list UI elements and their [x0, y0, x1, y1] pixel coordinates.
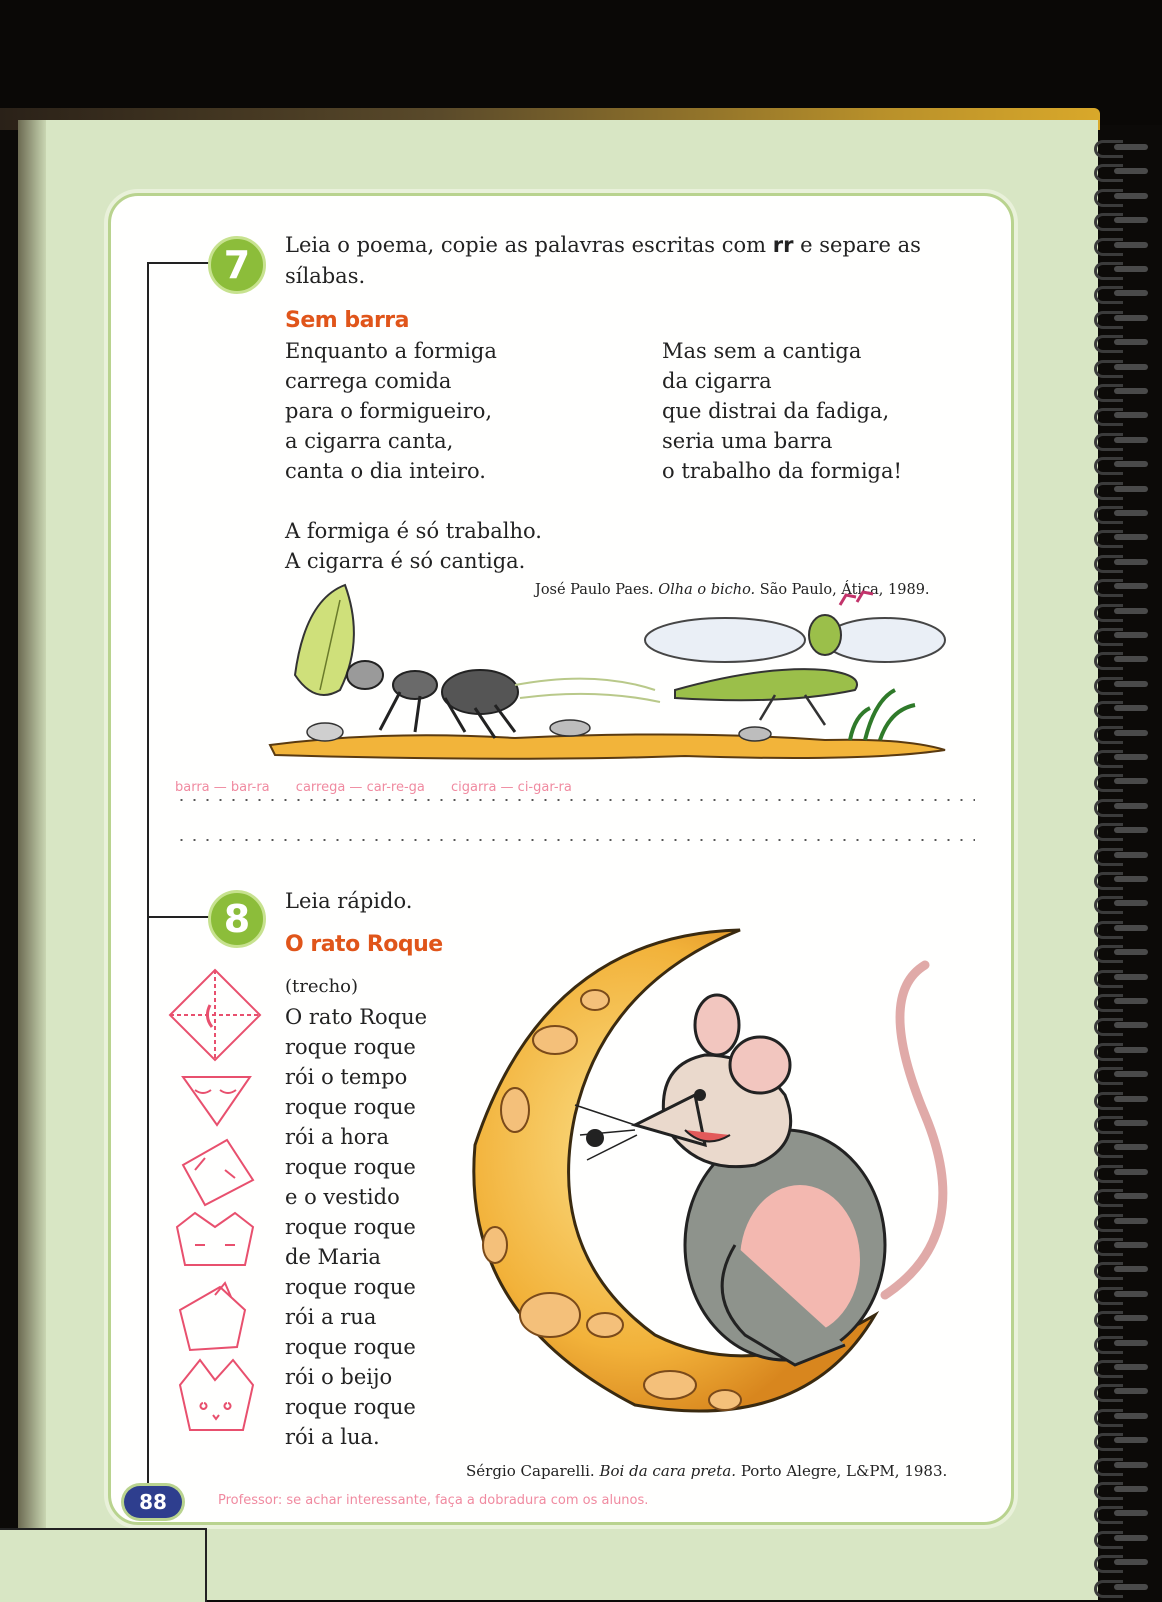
spiral-coil — [1092, 555, 1150, 569]
answer-item: barra — bar-ra — [175, 780, 270, 795]
poem-line: A cigarra é só cantiga. — [285, 549, 526, 573]
poem-line: e o vestido — [285, 1185, 400, 1209]
answer-item: carrega — car-re-ga — [295, 780, 425, 795]
teacher-note: Professor: se achar interessante, faça a dobradura com os alunos. — [218, 1493, 649, 1508]
spiral-coil — [1092, 311, 1150, 325]
spiral-coil — [1092, 1140, 1150, 1154]
spiral-coil — [1092, 530, 1150, 544]
spiral-coil — [1092, 1043, 1150, 1057]
poem-line: que distrai da fadiga, — [662, 399, 890, 423]
spiral-coil — [1092, 1506, 1150, 1520]
spiral-coil — [1092, 872, 1150, 886]
spiral-coil — [1092, 1458, 1150, 1472]
exercise-8-instruction: Leia rápido. — [285, 889, 413, 913]
answer-key — [175, 780, 594, 795]
poem-line: roque roque — [285, 1395, 416, 1419]
exercise-8-badge: 8 — [208, 890, 266, 948]
spiral-coil — [1092, 701, 1150, 715]
spiral-coil — [1092, 164, 1150, 178]
spiral-binding — [1092, 140, 1162, 1600]
spiral-coil — [1092, 1189, 1150, 1203]
citation-caparelli: Sérgio Caparelli. Boi da cara preta. Porto Alegre, L&PM, 1983. — [466, 1462, 948, 1480]
spiral-coil — [1092, 994, 1150, 1008]
exercise-7-instruction: Leia o poema, copie as palavras escritas com rr e separe as — [285, 233, 921, 257]
spiral-coil — [1092, 1238, 1150, 1252]
spiral-coil — [1092, 848, 1150, 862]
spiral-coil — [1092, 360, 1150, 374]
poem-title-rato-roque: O rato Roque — [285, 932, 443, 957]
spiral-coil — [1092, 335, 1150, 349]
spiral-coil — [1092, 945, 1150, 959]
spiral-coil — [1092, 1067, 1150, 1081]
poem-stanza-3 — [285, 516, 542, 576]
spiral-coil — [1092, 1482, 1150, 1496]
spiral-coil — [1092, 1116, 1150, 1130]
poem-line: roque roque — [285, 1215, 416, 1239]
spiral-coil — [1092, 1287, 1150, 1301]
spiral-coil — [1092, 1092, 1150, 1106]
spiral-coil — [1092, 579, 1150, 593]
spiral-coil — [1092, 1531, 1150, 1545]
poem-line: canta o dia inteiro. — [285, 459, 486, 483]
origami-folding-steps — [165, 965, 270, 1455]
poem-line: A formiga é só trabalho. — [285, 519, 542, 543]
spiral-coil — [1092, 1360, 1150, 1374]
poem-line: Enquanto a formiga — [285, 339, 497, 363]
spiral-coil — [1092, 1262, 1150, 1276]
spiral-coil — [1092, 482, 1150, 496]
spiral-coil — [1092, 1336, 1150, 1350]
spiral-coil — [1092, 384, 1150, 398]
poem-line: rói a lua. — [285, 1425, 380, 1449]
footer-corner-frame — [0, 1528, 207, 1602]
poem-line: Mas sem a cantiga — [662, 339, 862, 363]
spiral-coil — [1092, 457, 1150, 471]
poem-line: a cigarra canta, — [285, 429, 454, 453]
poem-line: seria uma barra — [662, 429, 833, 453]
poem-line: rói a rua — [285, 1305, 377, 1329]
exercise-7-badge: 7 — [208, 236, 266, 294]
spiral-coil — [1092, 213, 1150, 227]
spiral-coil — [1092, 628, 1150, 642]
poem-line: o trabalho da formiga! — [662, 459, 902, 483]
exercise-7-instruction-cont: sílabas. — [285, 264, 366, 288]
spiral-coil — [1092, 896, 1150, 910]
spiral-coil — [1092, 1433, 1150, 1447]
spiral-coil — [1092, 1018, 1150, 1032]
spiral-coil — [1092, 921, 1150, 935]
poem-line: roque roque — [285, 1335, 416, 1359]
exercise-7-connector — [147, 262, 209, 264]
page-number: 88 — [124, 1486, 182, 1518]
poem-line: roque roque — [285, 1095, 416, 1119]
spiral-coil — [1092, 262, 1150, 276]
spiral-coil — [1092, 799, 1150, 813]
spiral-coil — [1092, 506, 1150, 520]
rat-on-moon-illustration — [455, 915, 985, 1435]
spiral-coil — [1092, 774, 1150, 788]
spiral-coil — [1092, 408, 1150, 422]
page-gutter-shadow — [18, 120, 46, 1600]
spiral-coil — [1092, 189, 1150, 203]
spiral-coil — [1092, 238, 1150, 252]
spiral-coil — [1092, 970, 1150, 984]
spiral-coil — [1092, 1384, 1150, 1398]
poem-line: rói o beijo — [285, 1365, 393, 1389]
poem-line: da cigarra — [662, 369, 772, 393]
poem-title-sem-barra: Sem barra — [285, 308, 409, 333]
poem-rato-roque — [285, 972, 427, 1452]
poem-line: roque roque — [285, 1275, 416, 1299]
poem-line: rói a hora — [285, 1125, 389, 1149]
spiral-coil — [1092, 604, 1150, 618]
poem-stanza-2 — [662, 336, 902, 486]
poem-line: rói o tempo — [285, 1065, 408, 1089]
ant-cicada-illustration — [265, 580, 955, 770]
answer-item: cigarra — ci-gar-ra — [451, 780, 572, 795]
poem-line: roque roque — [285, 1155, 416, 1179]
exercise-8-connector — [147, 916, 209, 918]
spiral-coil — [1092, 750, 1150, 764]
poem-line: de Maria — [285, 1245, 381, 1269]
spiral-coil — [1092, 652, 1150, 666]
spiral-coil — [1092, 1311, 1150, 1325]
poem-line: para o formigueiro, — [285, 399, 493, 423]
citation-paes: José Paulo Paes. Olha o bicho. São Paulo, Ática, 1989. — [535, 582, 930, 598]
poem-excerpt-note: (trecho) — [285, 976, 359, 997]
spiral-coil — [1092, 1580, 1150, 1594]
poem-line: roque roque — [285, 1035, 416, 1059]
spiral-coil — [1092, 433, 1150, 447]
writing-line-2[interactable] — [175, 839, 975, 841]
spiral-coil — [1092, 1214, 1150, 1228]
spiral-coil — [1092, 286, 1150, 300]
scan-background — [0, 0, 1162, 125]
poem-stanza-1 — [285, 336, 497, 486]
poem-line: O rato Roque — [285, 1005, 428, 1029]
spiral-coil — [1092, 140, 1150, 154]
poem-line: carrega comida — [285, 369, 452, 393]
spiral-coil — [1092, 1165, 1150, 1179]
writing-line-1[interactable] — [175, 799, 975, 801]
spiral-coil — [1092, 1555, 1150, 1569]
spiral-coil — [1092, 1409, 1150, 1423]
spiral-coil — [1092, 726, 1150, 740]
spiral-coil — [1092, 823, 1150, 837]
spiral-coil — [1092, 677, 1150, 691]
margin-line — [147, 262, 149, 1502]
